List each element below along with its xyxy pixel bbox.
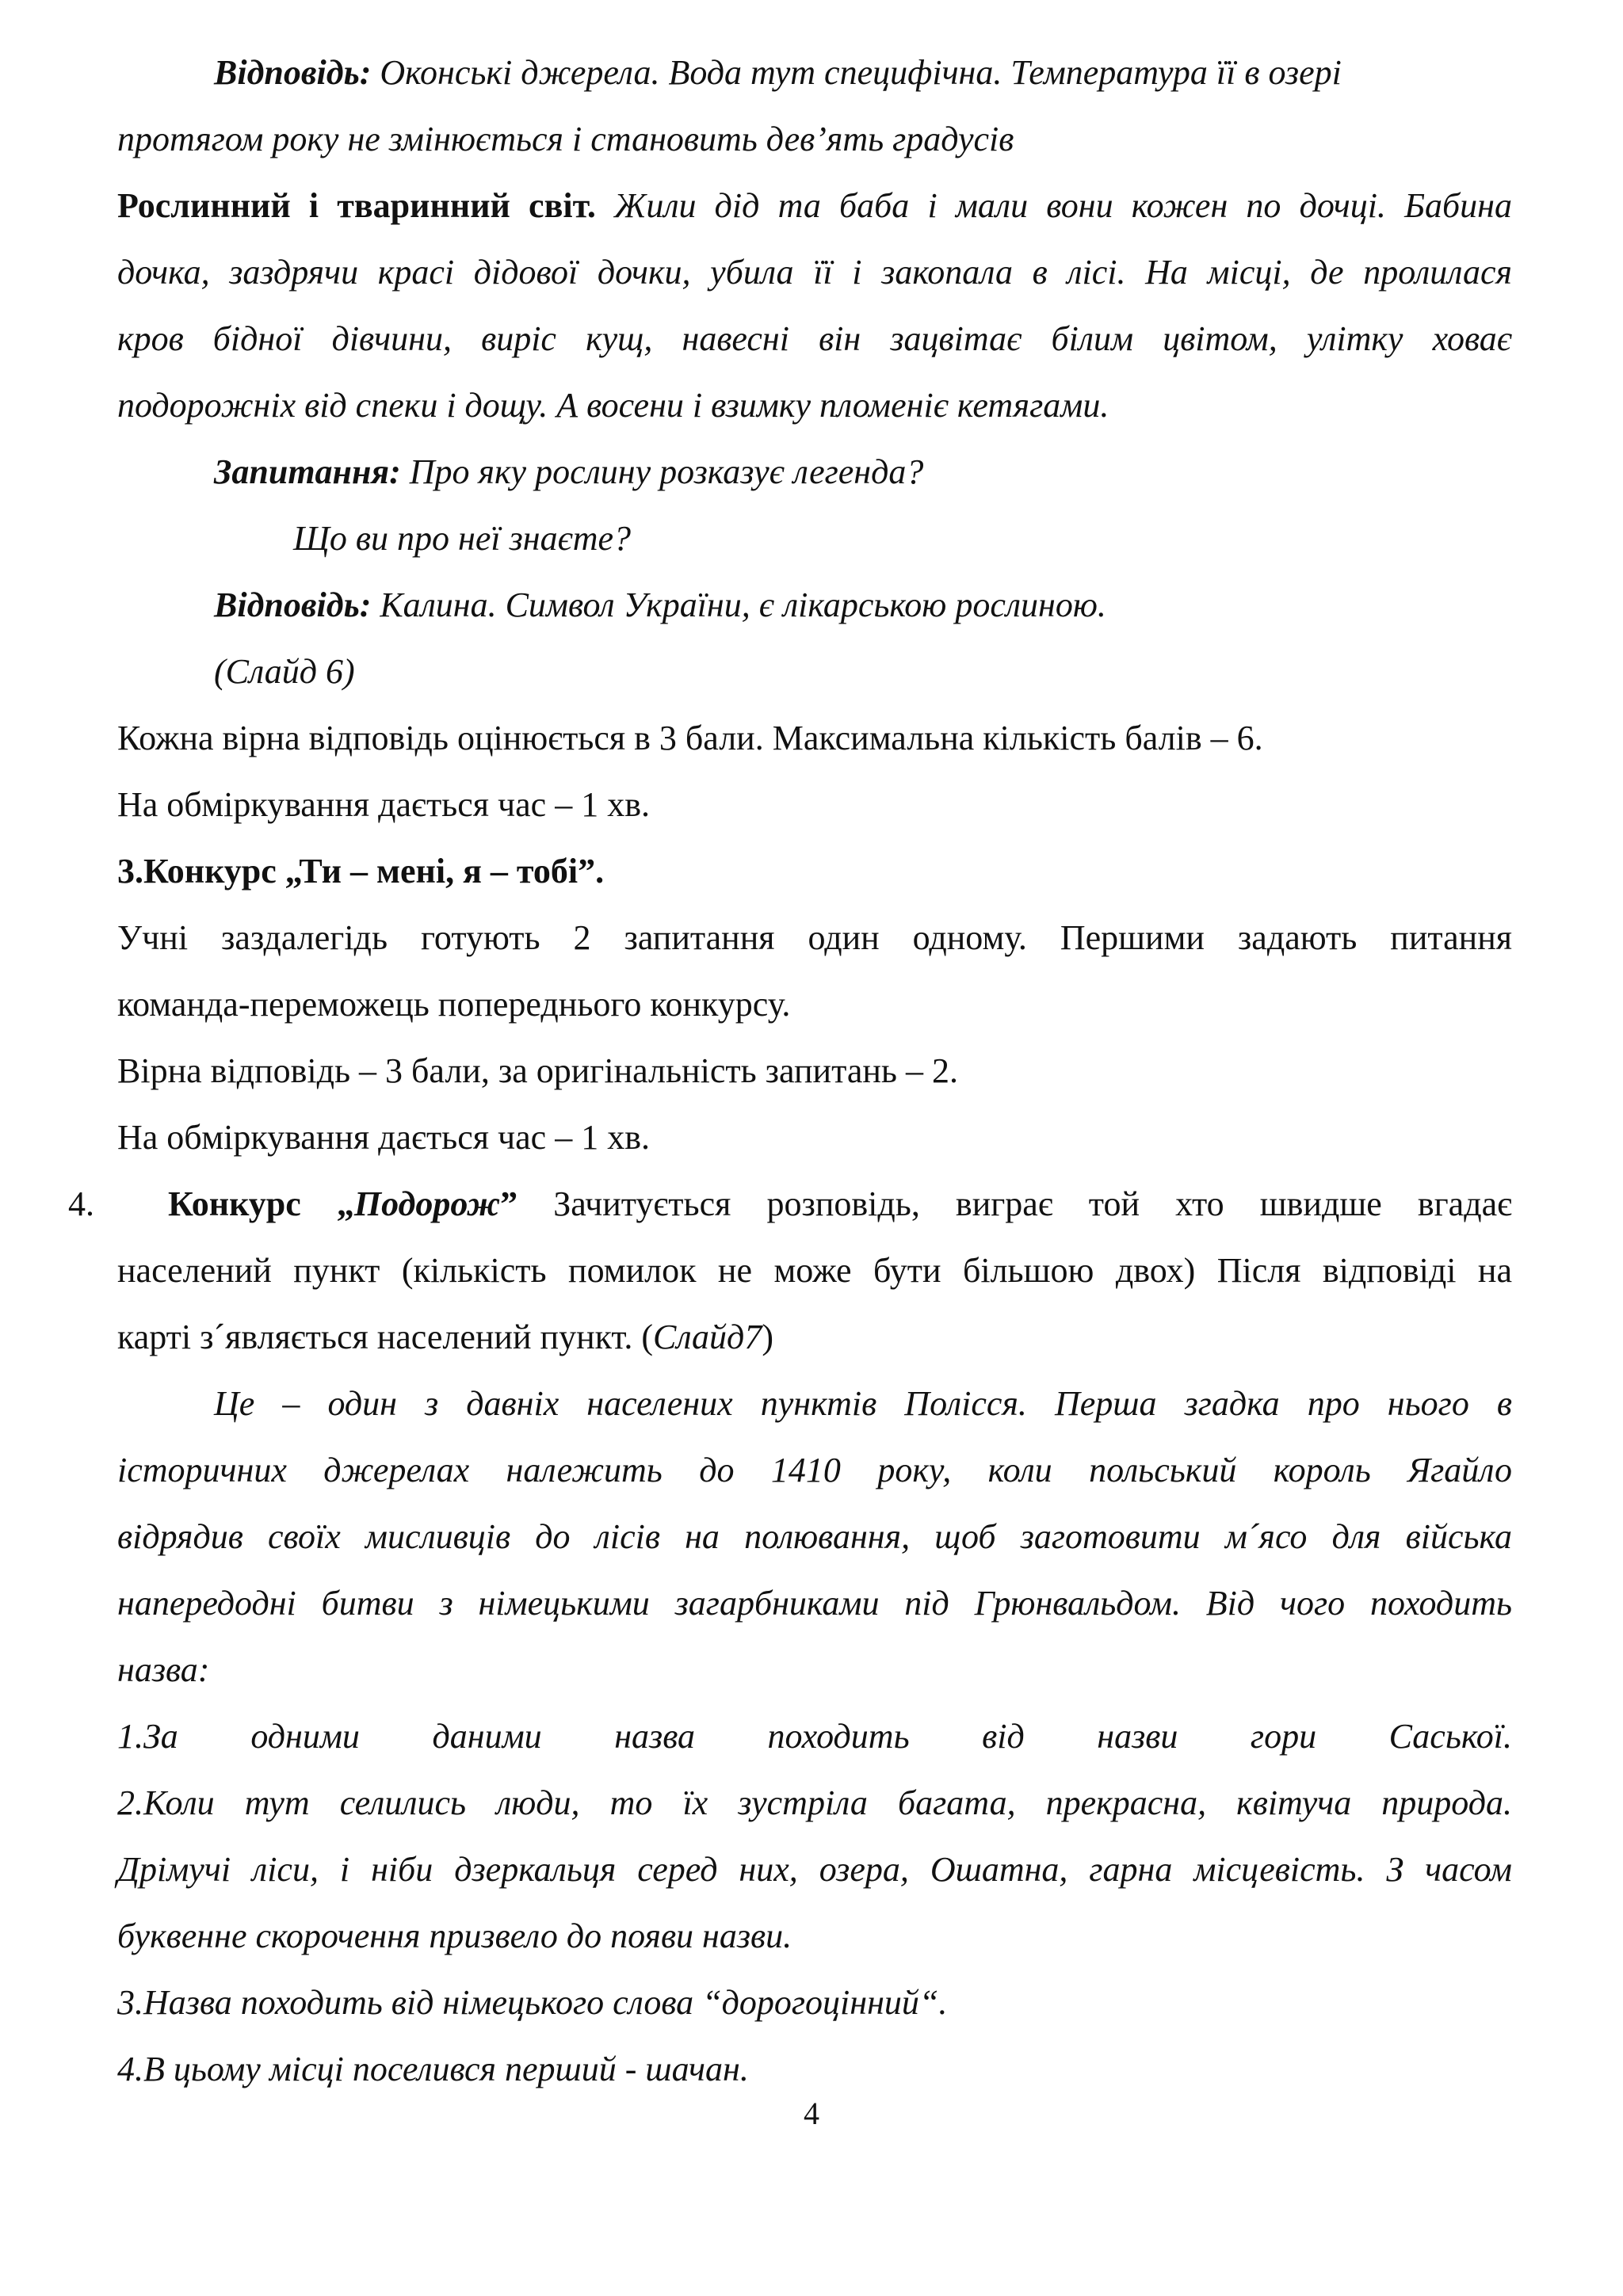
contest-label: Конкурс „ [168, 1184, 354, 1223]
answer-line-1 [214, 49, 1342, 97]
list-number: 4. [68, 1184, 94, 1223]
page-number: 4 [804, 2096, 819, 2131]
question-text: Про яку рослину розказує легенда? [400, 452, 924, 491]
flora-fauna-line [117, 182, 1512, 230]
story-line: Це – один з давніх населених пунктів Полісся. Перша згадка про нього в [214, 1384, 1512, 1423]
slide-reference: (Слайд 6) [214, 652, 355, 691]
option-line: 4.В цьому місці поселився перший - шачан. [117, 2050, 749, 2088]
slide-reference: Слайд7 [652, 1318, 762, 1356]
contest-heading: 3.Конкурс „Ти – мені, я – тобі”. [117, 852, 605, 891]
text-line: кров бідної дівчини, виріс кущ, навесні він зацвітає білим цвітом, улітку ховає [117, 319, 1512, 358]
text-line: подорожніх від спеки і дощу. А восени і взимку пломеніє кетягами. [117, 386, 1109, 425]
text-line: Кожна вірна відповідь оцінюється в 3 бали. Максимальна кількість балів – 6. [117, 719, 1263, 757]
question-line-2: Що ви про неї знаєте? [293, 519, 632, 558]
option-line: 3.Назва походить від німецького слова “дорогоцінний“. [117, 1983, 948, 2022]
story-line: назва: [117, 1650, 210, 1689]
option-line: 1.За одними даними назва походить від назви гори Саської. [117, 1717, 1512, 1756]
text-line [117, 1314, 773, 1361]
text-line: На обміркування дається час – 1 хв. [117, 785, 650, 824]
section-label: Рослинний і тваринний світ. [117, 186, 596, 225]
text-segment: ) [762, 1318, 773, 1356]
text-line: команда-переможець попереднього конкурсу. [117, 985, 791, 1024]
story-line: відрядив своїх мисливців до лісів на полювання, щоб заготовити м´ясо для війська [117, 1517, 1512, 1556]
contest-quote: ” [500, 1184, 518, 1223]
answer-text: Оконські джерела. Вода тут специфічна. Температура її в озері [371, 53, 1342, 92]
legend-text: Жили дід та баба і мали вони кожен по дочці. Бабина [595, 186, 1512, 225]
contest-text: Зачитується розповідь, виграє той хто швидше вгадає [517, 1184, 1512, 1223]
question-line [214, 448, 923, 496]
option-line: буквенне скорочення призвело до появи назви. [117, 1917, 792, 1955]
contest-name: Подорож [353, 1184, 501, 1223]
answer-text: Калина. Символ України, є лікарською рослиною. [371, 585, 1106, 624]
answer-label: Відповідь: [214, 53, 372, 92]
text-line: На обміркування дається час – 1 хв. [117, 1118, 650, 1157]
text-line: дочка, заздрячи красі дідової дочки, убила її і закопала в лісі. На місці, де пролилася [117, 253, 1512, 292]
story-line: напередодні битви з німецькими загарбниками під Грюнвальдом. Від чого походить [117, 1584, 1512, 1623]
text-line: Учні заздалегідь готують 2 запитання один одному. Першими задають питання [117, 918, 1512, 957]
option-line: 2.Коли тут селились люди, то їх зустріла багата, прекрасна, квітуча природа. [117, 1783, 1512, 1822]
question-label: Запитання: [214, 452, 401, 491]
option-line: Дрімучі ліси, і ніби дзеркальця серед них, озера, Ошатна, гарна місцевість. З часом [117, 1850, 1512, 1889]
story-line: історичних джерелах належить до 1410 року, коли польський король Ягайло [117, 1451, 1512, 1489]
contest-line [168, 1180, 1512, 1228]
text-segment: карті з´являється населений пункт. ( [117, 1318, 653, 1356]
text-line: Вірна відповідь – 3 бали, за оригінальність запитань – 2. [117, 1051, 958, 1090]
text-line: населений пункт (кількість помилок не може бути більшою двох) Після відповіді на [117, 1251, 1512, 1290]
answer-label: Відповідь: [214, 585, 372, 624]
text-line: протягом року не змінюється і становить дев’ять градусів [117, 120, 1014, 158]
answer-line-2 [214, 582, 1106, 629]
